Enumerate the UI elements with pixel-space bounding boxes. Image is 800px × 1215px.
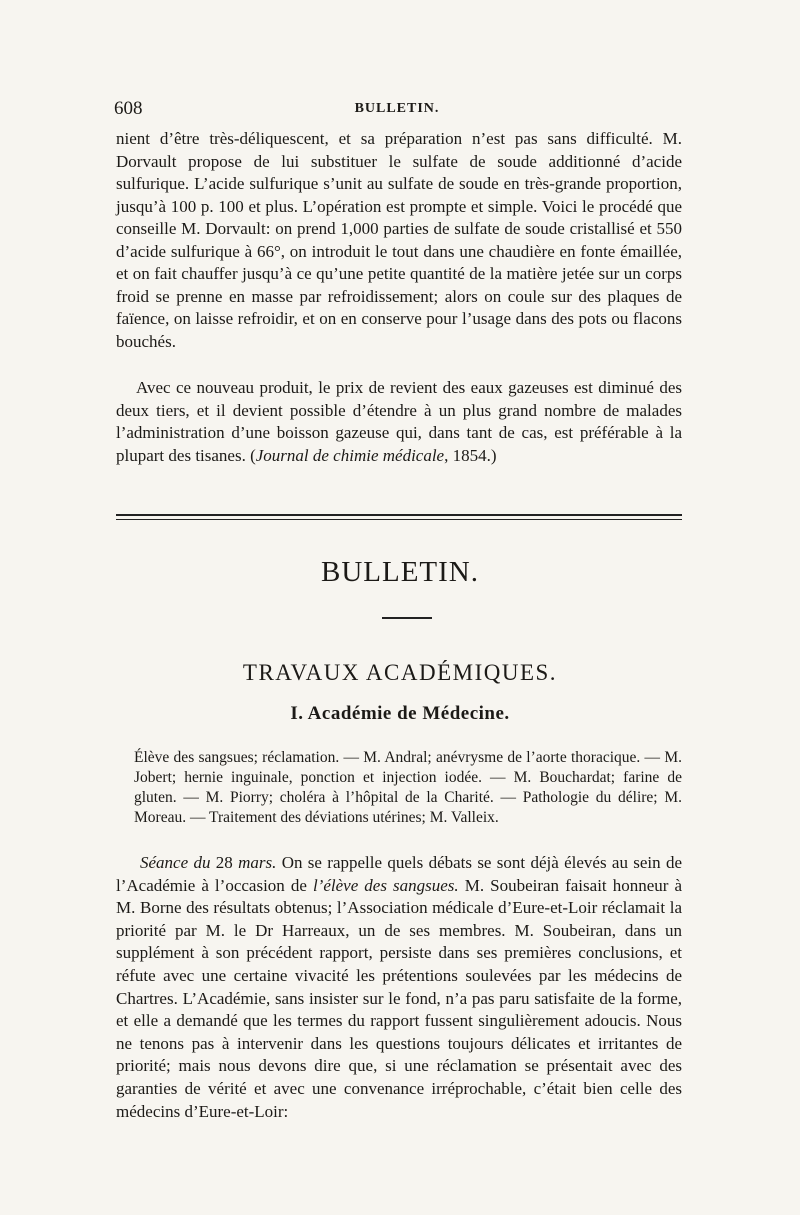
running-title: BULLETIN.	[354, 101, 440, 116]
bulletin-heading: BULLETIN.	[321, 556, 479, 588]
source-year: , 1854.)	[444, 445, 497, 465]
report-text-a: On se rappelle quels débats se sont déjà élevés au sein de l’Académie à l’occasion de	[116, 853, 683, 895]
report-text-b: M. Soubeiran faisait honneur à M. Borne des résultats obtenus; l’Association médicale d’Eure-et-Loir réclamait la priorité par M. le Dr Harreaux, un de ses membres. M. Soubeiran, dans un supplément à son précédent rapport, persiste dans ses premières conclusions, et réfute avec une certaine vivacité les prétentions soulevées par les médecins de Chartres. L’Académie, sans insister sur le fond, n’a pas paru satisfaite de la forme, et elle a demandé que les termes du rapport fussent singulièrement adoucis. Nous ne tenons pas à intervenir dans les questions toujours délicates et irritantes de priorité; mais nous devons dire que, si une réclamation se présentait avec des garanties de vérité et avec une convenance irréprochable, c’était bien celle des médecins d’Eure-et-Loir:	[116, 875, 682, 1121]
source-citation: Journal de chimie médicale	[255, 445, 445, 465]
session-report-paragraph	[116, 852, 682, 1123]
session-summary: Élève des sangsues; réclamation. — M. Andral; anévrysme de l’aorte thoracique. — M. Jobert; hernie inguinale, ponction et injection iodée. — M. Bouchardat; farine de gluten. — M. Piorry; choléra à l’hôpital de la Charité. — Pathologie du délire; M. Moreau. — Traitement des déviations utérines; M. Valleix.	[134, 749, 682, 826]
page-number: 608	[114, 98, 143, 119]
section-heading: TRAVAUX ACADÉMIQUES.	[242, 660, 558, 685]
short-divider	[382, 617, 432, 619]
session-date-label: Séance du	[140, 853, 211, 872]
session-month: mars.	[238, 853, 277, 872]
paragraph-text: Avec ce nouveau produit, le prix de revient des eaux gazeuses est diminué des deux tiers, et il devient possible d’étendre à un plus grand nombre de malades l’administration d’une boisson gazeuse qui, dans tant de cas, est préférable à la plupart des tisanes. (	[116, 378, 682, 465]
session-day: 28	[210, 853, 239, 872]
double-rule-bottom	[116, 519, 682, 520]
paragraph-continuation: nient d’être très-déliquescent, et sa préparation n’est pas sans difficulté. M. Dorvault propose de lui substituer le sulfate de soude additionné d’acide sulfurique. L’acide sulfurique s’unit au sulfate de soude en très-grande proportion, jusqu’à 100 p. 100 et plus. L’opération est prompte et simple. Voici le procédé que conseille M. Dorvault: on prend 1,000 parties de sulfate de soude cristallisé et 550 d’acide sulfurique à 66°, on introduit le tout dans une chaudière en fonte émaillée, et on fait chauffer jusqu’à ce qu’une petite quantité de la matière jetée sur un corps froid se prenne en masse par refroidissement; alors on coule sur des plaques de faïence, on laisse refroidir, et on en conserve pour l’usage dans des pots ou flacons bouchés.	[116, 129, 682, 351]
report-emphasis: l’élève des sangsues.	[312, 875, 459, 895]
double-rule-top	[116, 514, 682, 516]
paragraph-gaseous-water	[116, 377, 682, 467]
subsection-heading: I. Académie de Médecine.	[290, 703, 510, 724]
running-header	[112, 98, 682, 120]
